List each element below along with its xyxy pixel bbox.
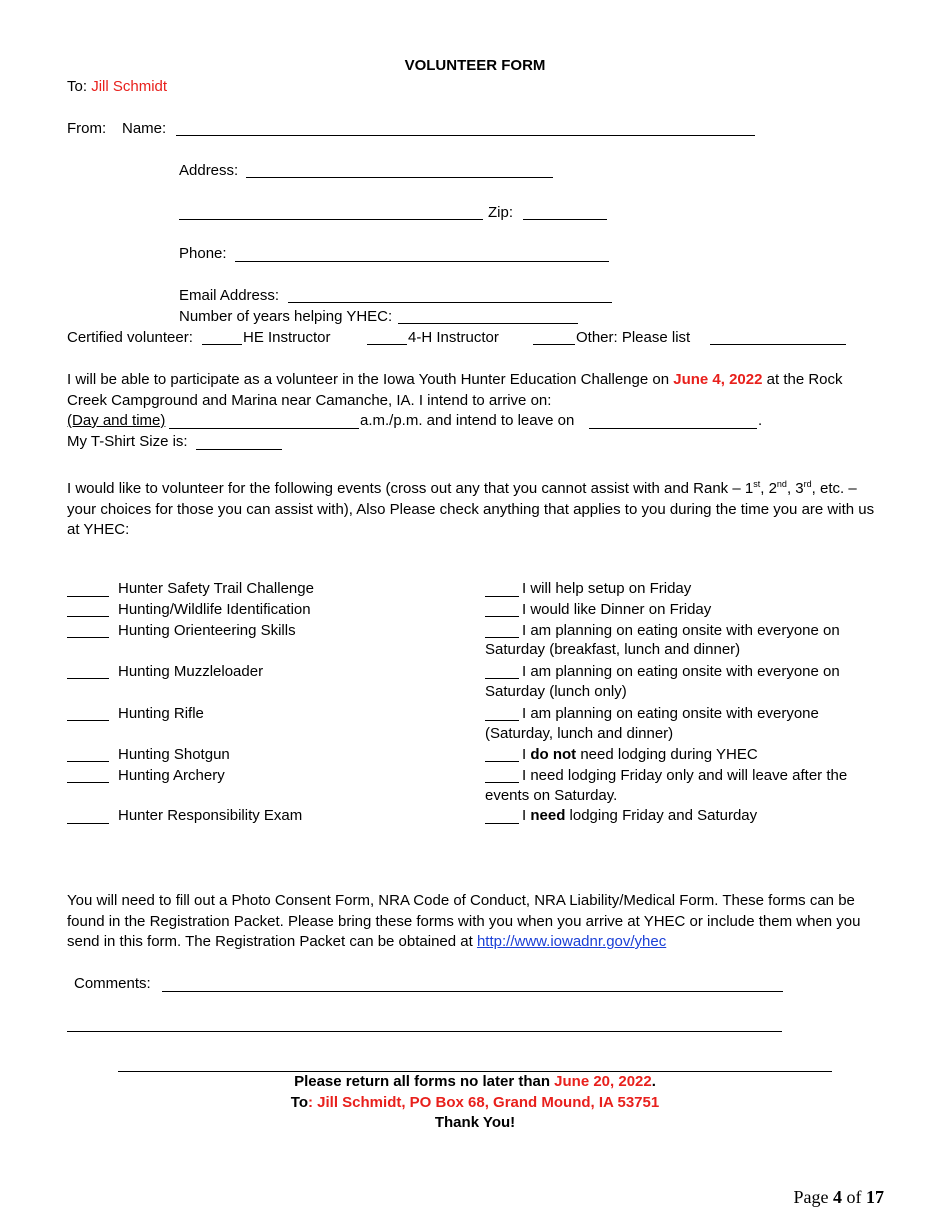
check-eat-lunch-label: I am planning on eating onsite with everyone on — [522, 663, 840, 680]
event-item: Hunter Safety Trail Challenge — [118, 580, 314, 597]
page-current: 4 — [833, 1187, 842, 1207]
zip-label: Zip: — [488, 204, 514, 221]
sup-nd: nd — [776, 479, 787, 489]
page-number — [794, 1187, 885, 1208]
event-item: Hunting Shotgun — [118, 746, 230, 763]
event-date: June 4, 2022 — [673, 371, 763, 388]
event-rank-field[interactable] — [67, 596, 109, 597]
no-lodging-post: need lodging during YHEC — [576, 746, 758, 763]
event-item: Hunting Muzzleloader — [118, 663, 264, 680]
check-field-setup[interactable] — [485, 596, 519, 597]
he-instructor-field[interactable] — [202, 344, 242, 345]
events-intro — [67, 474, 882, 541]
registration-link[interactable]: http://www.iowadnr.gov/yhec — [476, 933, 667, 950]
event-rank-field[interactable] — [67, 678, 109, 679]
event-item: Hunter Responsibility Exam — [118, 807, 303, 824]
check-lodging-friday-label: I need lodging Friday only and will leave after the — [522, 767, 848, 784]
address-field[interactable] — [246, 177, 553, 178]
from-label: From: — [67, 120, 107, 137]
check-field-lodging-both[interactable] — [485, 823, 519, 824]
comments-field-2[interactable] — [67, 1031, 782, 1032]
no-lodging-bold: do not — [530, 746, 577, 763]
event-item: Hunting Orienteering Skills — [118, 622, 296, 639]
page-of: of — [842, 1187, 866, 1207]
lodging-both-post: lodging Friday and Saturday — [565, 807, 758, 824]
check-field-eat-all[interactable] — [485, 637, 519, 638]
no-lodging-pre: I — [522, 746, 531, 763]
4h-instructor-field[interactable] — [367, 344, 407, 345]
forms-text: You will need to fill out a Photo Consent Form, NRA Code of Conduct, NRA Liability/Medical Form. These forms can be found in the Registration Packet. Please bring these forms with you when you arrive at YHEC or include them when you send in this form. The Registration Packet can be obtained at — [67, 892, 861, 950]
check-field-lodging-friday[interactable] — [485, 782, 519, 783]
footer-thanks: Thank You! — [434, 1114, 516, 1131]
phone-field[interactable] — [235, 261, 609, 262]
event-item: Hunting Rifle — [118, 705, 204, 722]
check-no-lodging-label — [522, 746, 758, 763]
check-lodging-both-label — [522, 807, 757, 824]
email-field[interactable] — [288, 302, 612, 303]
footer-divider — [118, 1071, 832, 1072]
lodging-both-bold: need — [530, 807, 566, 824]
check-field-dinner[interactable] — [485, 616, 519, 617]
check-eat-all-label: I am planning on eating onsite with everyone on — [522, 622, 840, 639]
check-eat-lunch-dinner-label-2: (Saturday, lunch and dinner) — [485, 725, 674, 742]
address-to: To — [290, 1094, 308, 1111]
sup-st: st — [753, 479, 761, 489]
check-setup-label: I will help setup on Friday — [522, 580, 692, 597]
leave-field[interactable] — [589, 428, 757, 429]
name-field[interactable] — [176, 135, 755, 136]
lodging-both-pre: I — [522, 807, 531, 824]
day-time-label: (Day and time) — [67, 412, 166, 429]
event-rank-field[interactable] — [67, 823, 109, 824]
events-intro-sep2: , 3 — [786, 480, 804, 497]
email-label: Email Address: — [179, 287, 280, 304]
years-field[interactable] — [398, 323, 578, 324]
other-label: Other: Please list — [576, 329, 691, 346]
4h-instructor-label: 4-H Instructor — [408, 329, 499, 346]
tshirt-label: My T-Shirt Size is: — [67, 433, 188, 450]
event-rank-field[interactable] — [67, 616, 109, 617]
footer-return-line — [0, 1073, 950, 1090]
page-title: VOLUNTEER FORM — [404, 57, 546, 74]
to-line — [67, 78, 167, 95]
ampm-label: a.m./p.m. and intend to leave on — [360, 412, 575, 429]
he-instructor-label: HE Instructor — [243, 329, 331, 346]
event-item: Hunting Archery — [118, 767, 225, 784]
event-rank-field[interactable] — [67, 782, 109, 783]
check-eat-lunch-dinner-label: I am planning on eating onsite with everyone — [522, 705, 819, 722]
return-date: June 20, 2022 — [554, 1073, 652, 1090]
check-dinner-label: I would like Dinner on Friday — [522, 601, 712, 618]
page-label: Page — [793, 1187, 833, 1207]
zip-field[interactable] — [523, 219, 607, 220]
tshirt-field[interactable] — [196, 449, 282, 450]
participate-text-1: I will be able to participate as a volunteer in the Iowa Youth Hunter Education Challenge on — [67, 371, 674, 388]
city-field[interactable] — [179, 219, 483, 220]
other-list-field[interactable] — [710, 344, 846, 345]
years-label: Number of years helping YHEC: — [179, 308, 393, 325]
leave-period: . — [758, 412, 763, 429]
footer-address-line — [0, 1094, 950, 1111]
check-eat-all-label-2: Saturday (breakfast, lunch and dinner) — [485, 641, 741, 658]
event-rank-field[interactable] — [67, 720, 109, 721]
check-field-no-lodging[interactable] — [485, 761, 519, 762]
event-rank-field[interactable] — [67, 637, 109, 638]
phone-label: Phone: — [179, 245, 227, 262]
to-name: Jill Schmidt — [91, 78, 168, 95]
participate-paragraph — [67, 370, 882, 411]
check-field-eat-lunch-dinner[interactable] — [485, 720, 519, 721]
events-intro-part2: , etc. – your choices for those you can assist with), Also Please check anything that applies to you during the time you are with us at YHEC: — [67, 480, 875, 538]
page-total: 17 — [866, 1187, 884, 1207]
sup-rd: rd — [803, 479, 812, 489]
name-label: Name: — [122, 120, 167, 137]
address-label: Address: — [179, 162, 239, 179]
certified-label: Certified volunteer: — [67, 329, 193, 346]
participate-text-2: at the Rock Creek Campground and Marina near Camanche, IA. I intend to arrive on: — [67, 371, 843, 409]
return-pre: Please return all forms no later than — [294, 1073, 555, 1090]
events-intro-sep1: , 2 — [760, 480, 777, 497]
comments-field[interactable] — [162, 991, 783, 992]
return-post: . — [651, 1073, 656, 1090]
event-item: Hunting/Wildlife Identification — [118, 601, 311, 618]
events-intro-part1: I would like to volunteer for the following events (cross out any that you cannot assist with and Rank – 1 — [67, 480, 754, 497]
event-rank-field[interactable] — [67, 761, 109, 762]
arrive-field[interactable] — [169, 428, 359, 429]
forms-paragraph — [67, 891, 882, 953]
to-label: To: — [67, 78, 88, 95]
check-field-eat-lunch[interactable] — [485, 678, 519, 679]
check-eat-lunch-label-2: Saturday (lunch only) — [485, 683, 627, 700]
other-field[interactable] — [533, 344, 575, 345]
comments-label: Comments: — [74, 975, 151, 992]
address-rest: : Jill Schmidt, PO Box 68, Grand Mound, IA 53751 — [308, 1094, 660, 1111]
check-lodging-friday-label-2: events on Saturday. — [485, 787, 618, 804]
